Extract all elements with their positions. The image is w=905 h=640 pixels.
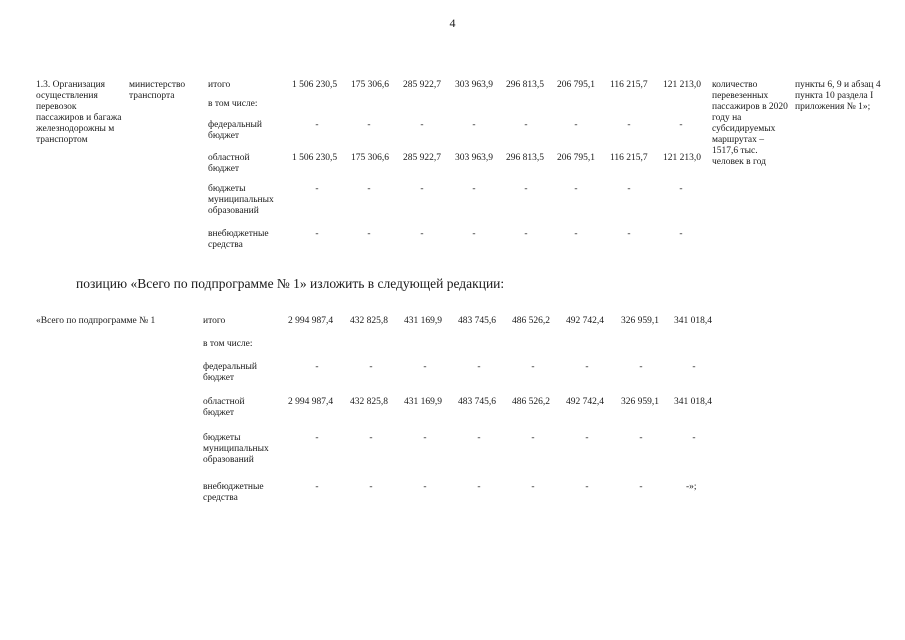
t2-reg-v4: 486 526,2	[512, 397, 550, 407]
t2-total-v0: 2 994 987,4	[288, 316, 334, 326]
t1-ext-v0: -	[315, 229, 319, 239]
t1-fed-v0: -	[315, 120, 319, 130]
t1-total-v6: 116 215,7	[610, 80, 648, 90]
item-1-3-name: 1.3. Организация осуществления перевозок пассажиров и багажа железнодорожны м транспортом	[36, 80, 122, 145]
t1-ext-v5: -	[574, 229, 578, 239]
t1-ext-v1: -	[367, 229, 371, 239]
t2-reg-v1: 432 825,8	[350, 397, 388, 407]
t1-total-v1: 175 306,6	[351, 80, 389, 90]
t1-reg-v5: 206 795,1	[557, 153, 595, 163]
t2-total-v1: 432 825,8	[350, 316, 388, 326]
row-label-municipal: бюджеты муниципальных образований	[208, 184, 274, 216]
t2-row-label-federal: федеральный бюджет	[203, 362, 257, 383]
t1-mun-v2: -	[420, 184, 424, 194]
t2-total-v4: 486 526,2	[512, 316, 550, 326]
t2-total-v6: 326 959,1	[621, 316, 659, 326]
t1-mun-v1: -	[367, 184, 371, 194]
t1-reg-v2: 285 922,7	[403, 153, 441, 163]
t1-mun-v7: -	[679, 184, 683, 194]
page-number: 4	[449, 16, 456, 30]
t1-reg-v1: 175 306,6	[351, 153, 389, 163]
t2-mun-v1: -	[369, 433, 373, 443]
row-label-federal: федеральный бюджет	[208, 120, 262, 141]
t1-ext-v2: -	[420, 229, 424, 239]
t1-fed-v6: -	[627, 120, 631, 130]
t2-total-v7: 341 018,4	[674, 316, 712, 326]
t2-fed-v0: -	[315, 362, 319, 372]
t2-total-v3: 483 745,6	[458, 316, 496, 326]
t2-reg-v3: 483 745,6	[458, 397, 496, 407]
t1-mun-v0: -	[315, 184, 319, 194]
t2-mun-v0: -	[315, 433, 319, 443]
t1-fed-v3: -	[472, 120, 476, 130]
t1-fed-v5: -	[574, 120, 578, 130]
t1-fed-v7: -	[679, 120, 683, 130]
t1-ext-v7: -	[679, 229, 683, 239]
t2-ext-v4: -	[531, 482, 535, 492]
t1-total-v7: 121 213,0	[663, 80, 701, 90]
t2-fed-v4: -	[531, 362, 535, 372]
t2-fed-v6: -	[639, 362, 643, 372]
t2-ext-v7: -»;	[686, 482, 697, 492]
t2-ext-v3: -	[477, 482, 481, 492]
t1-total-v5: 206 795,1	[557, 80, 595, 90]
t2-reg-v2: 431 169,9	[404, 397, 442, 407]
row-label-including: в том числе:	[208, 99, 258, 109]
t2-reg-v5: 492 742,4	[566, 397, 604, 407]
t2-row-label-including: в том числе:	[203, 339, 253, 349]
section-heading: позицию «Всего по подпрограмме № 1» изложить в следующей редакции:	[76, 276, 505, 291]
t2-reg-v7: 341 018,4	[674, 397, 712, 407]
t2-ext-v2: -	[423, 482, 427, 492]
t2-mun-v7: -	[692, 433, 696, 443]
t1-mun-v5: -	[574, 184, 578, 194]
t1-fed-v4: -	[524, 120, 528, 130]
t1-reg-v7: 121 213,0	[663, 153, 701, 163]
t2-mun-v2: -	[423, 433, 427, 443]
t1-ext-v3: -	[472, 229, 476, 239]
t2-fed-v1: -	[369, 362, 373, 372]
subprogram-total-name: «Всего по подпрограмме № 1	[36, 316, 156, 326]
t1-mun-v4: -	[524, 184, 528, 194]
t1-reg-v3: 303 963,9	[455, 153, 493, 163]
row-label-regional: областной бюджет	[208, 153, 250, 174]
t1-reg-v4: 296 813,5	[506, 153, 544, 163]
indicator: количество перевезенных пассажиров в 2020 году на субсидируемых маршрутах – 1517,6 тыс. человек в год	[712, 80, 788, 167]
t1-ext-v4: -	[524, 229, 528, 239]
t2-total-v5: 492 742,4	[566, 316, 604, 326]
t2-ext-v0: -	[315, 482, 319, 492]
t2-ext-v6: -	[639, 482, 643, 492]
reference: пункты 6, 9 и абзац 4 пункта 10 раздела I приложения № 1»;	[795, 80, 881, 112]
t2-reg-v0: 2 994 987,4	[288, 397, 334, 407]
t2-ext-v5: -	[585, 482, 589, 492]
t2-row-label-regional: областной бюджет	[203, 397, 245, 418]
t1-mun-v6: -	[627, 184, 631, 194]
t1-fed-v1: -	[367, 120, 371, 130]
t2-ext-v1: -	[369, 482, 373, 492]
row-label-extrabudget: внебюджетные средства	[208, 229, 269, 250]
t2-row-label-total: итого	[203, 316, 226, 326]
t2-total-v2: 431 169,9	[404, 316, 442, 326]
row-label-total: итого	[208, 80, 231, 90]
t2-fed-v3: -	[477, 362, 481, 372]
t2-row-label-municipal: бюджеты муниципальных образований	[203, 433, 269, 465]
t1-total-v4: 296 813,5	[506, 80, 544, 90]
t2-mun-v3: -	[477, 433, 481, 443]
t2-fed-v7: -	[692, 362, 696, 372]
t1-fed-v2: -	[420, 120, 424, 130]
t2-mun-v4: -	[531, 433, 535, 443]
t2-row-label-extrabudget: внебюджетные средства	[203, 482, 264, 503]
t2-reg-v6: 326 959,1	[621, 397, 659, 407]
t2-mun-v5: -	[585, 433, 589, 443]
t1-reg-v0: 1 506 230,5	[292, 153, 338, 163]
t2-mun-v6: -	[639, 433, 643, 443]
t1-ext-v6: -	[627, 229, 631, 239]
t1-reg-v6: 116 215,7	[610, 153, 648, 163]
t2-fed-v5: -	[585, 362, 589, 372]
t2-fed-v2: -	[423, 362, 427, 372]
t1-total-v2: 285 922,7	[403, 80, 441, 90]
t1-total-v0: 1 506 230,5	[292, 80, 338, 90]
executor: министерство транспорта	[129, 80, 186, 101]
t1-total-v3: 303 963,9	[455, 80, 493, 90]
t1-mun-v3: -	[472, 184, 476, 194]
